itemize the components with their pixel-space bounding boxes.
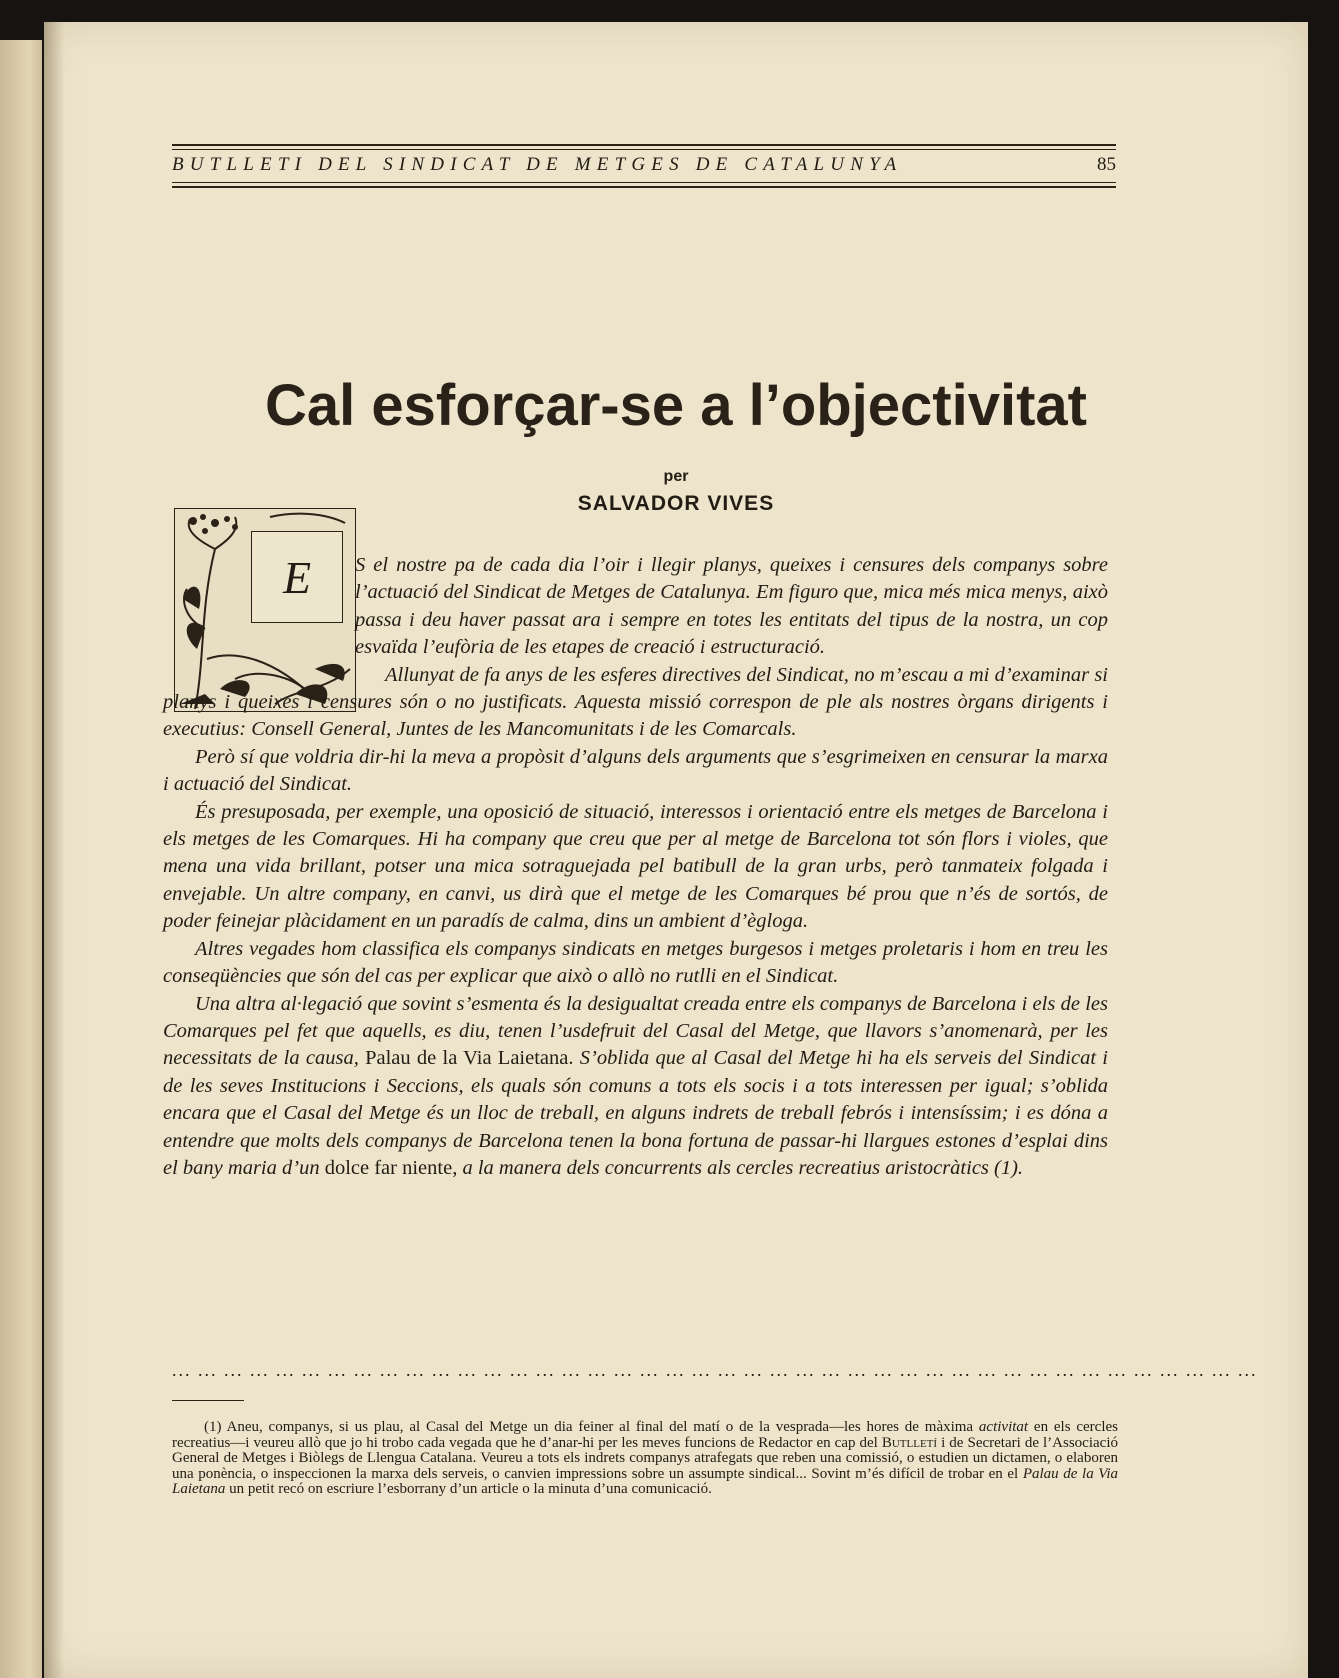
footnote [172, 1420, 1118, 1498]
paragraph-text: dolce far niente, [324, 1156, 458, 1179]
footnote-text: activitat [978, 1419, 1029, 1435]
paragraph-text: Una altra al·legació que sovint s’esmenta és la desigualtat creada entre els companys de Barcelona i els de les Comarques pel fet que aquells, es diu, tenen l’usdefruit del Casal del Metge, que llavors s’anomenarà, per les necessitats de la causa, [163, 992, 1108, 1070]
paragraph [163, 662, 1108, 744]
header-rule [172, 182, 1116, 183]
header-rule [172, 186, 1116, 188]
footnote-rule [172, 1400, 244, 1401]
separator-dots: ... ... ... ... ... ... ... ... ... ... ... ... ... ... ... ... ... ... ... ... ... ... ... ... ... ... ... ... ... ... ... ... ... ... ... ... ... ... ... ... ... ... [172, 1360, 1258, 1380]
footnote-marker: (1) [204, 1419, 222, 1435]
paragraph: S el nostre pa de cada dia l’oir i llegir planys, queixes i censures dels companys sobre l’actuació del Sindicat de Metges de Catalunya. Em figuro que, mica més mica menys, això passa i deu haver passat ara i sempre en totes les entitats del tipus de la nostra, un cop esvaïda l’eufòria de les etapes de creació i estructuració. [355, 554, 1108, 659]
paragraph [163, 991, 1108, 1183]
paragraph-text: S’oblida que al Casal del Metge hi ha els serveis del Sindicat i de les seves Institucions i Seccions, els quals són comuns a tots els socis i a tots interessen per igual; s’oblida encara que el Casal del Metge és un lloc de treball, en alguns indrets de treball febrós i intensíssim; i es dóna a entendre que molts dels companys de Barcelona tenen la bona fortuna de passar-hi llargues estones d’esplai dins el bany maria d’un [163, 1047, 1108, 1179]
paragraph-text: a la manera dels concurrents als cercles recreatius aristocràtics (1). [462, 1156, 1024, 1179]
article-body [163, 552, 1108, 1182]
drop-cap: E [251, 531, 343, 623]
footnote-text: en els cercles recreatius—i veureu allò que jo hi trobo cada vegada que he d’anar-hi per les meves funcions de Redactor en cap del [172, 1419, 1118, 1451]
footnote-text: i de Secretari de l’Associació General de Metges i Biòlegs de Llengua Catalana. Veureu a tots els indrets companys atrafegats que reben una comissió, o estudien un dictamen, o elaboren una ponència, o inspeccionen la marxa dels serveis, o canvien impressions sobre un assumpte sindical... Sovint m’és difícil de trobar en el [172, 1434, 1118, 1482]
facing-page-edge [0, 40, 42, 1678]
header-rule [172, 149, 1116, 150]
byline-label: per [663, 468, 689, 485]
paragraph-text: Allunyat de fa anys de les esferes directives del Sindicat, no m’escau a mi d’examinar si planys i queixes i censures són o no justificats. Aquesta missió correspon de ple als nostres òrgans dirigents i executius: Consell General, Juntes de les Mancomunitats i de les Comarcals. [163, 663, 1108, 741]
paragraph: Altres vegades hom classifica els companys sindicats en metges burgesos i metges proletaris i hom en treu les conseqüències que són del cas per explicar que això o allò no rutlli en el Sindicat. [163, 937, 1108, 988]
running-header [172, 144, 1116, 188]
footnote-text: Butlletí [881, 1434, 938, 1451]
spine-shadow [44, 22, 64, 1678]
page [44, 22, 1308, 1678]
article-title: Cal esforçar-se a l’objectivitat [265, 373, 1087, 438]
paragraph-text: Palau de la Via Laietana. [365, 1047, 574, 1070]
footnote-text: un petit recó on escriure l’esborrany d’un article o la minuta d’una comunicació. [229, 1481, 712, 1498]
author-name: SALVADOR VIVES [577, 492, 775, 515]
page-number: 85 [1097, 154, 1116, 175]
footnote-text: Palau de la Via Laietana [172, 1465, 1119, 1498]
header-rule [172, 144, 1116, 146]
paragraph: És presuposada, per exemple, una oposició de situació, interessos i orientació entre els metges de Barcelona i els metges de les Comarques. Hi ha company que creu que per al metge de Barcelona tot són flors i violes, que mena una vida brillant, potser una mica sotraguejada pel batibull de la gran urbs, però tanmateix folgada i envejable. Un altre company, en canvi, us dirà que el metge de les Comarques bé prou que n’és de sortós, de poder feinejar plàcidament en un paradís de calma, dins un ambient d’ègloga. [163, 800, 1108, 933]
footnote-text: Aneu, companys, si us plau, al Casal del Metge un dia feiner al final del matí o de la vesprada—les hores de màxima [226, 1419, 974, 1435]
paragraph: Però sí que voldria dir-hi la meva a propòsit d’alguns dels arguments que s’esgrimeixen en censurar la marxa i actuació del Sindicat. [163, 745, 1108, 796]
journal-title: BUTLLETI DEL SINDICAT DE METGES DE CATALUNYA [172, 154, 903, 175]
